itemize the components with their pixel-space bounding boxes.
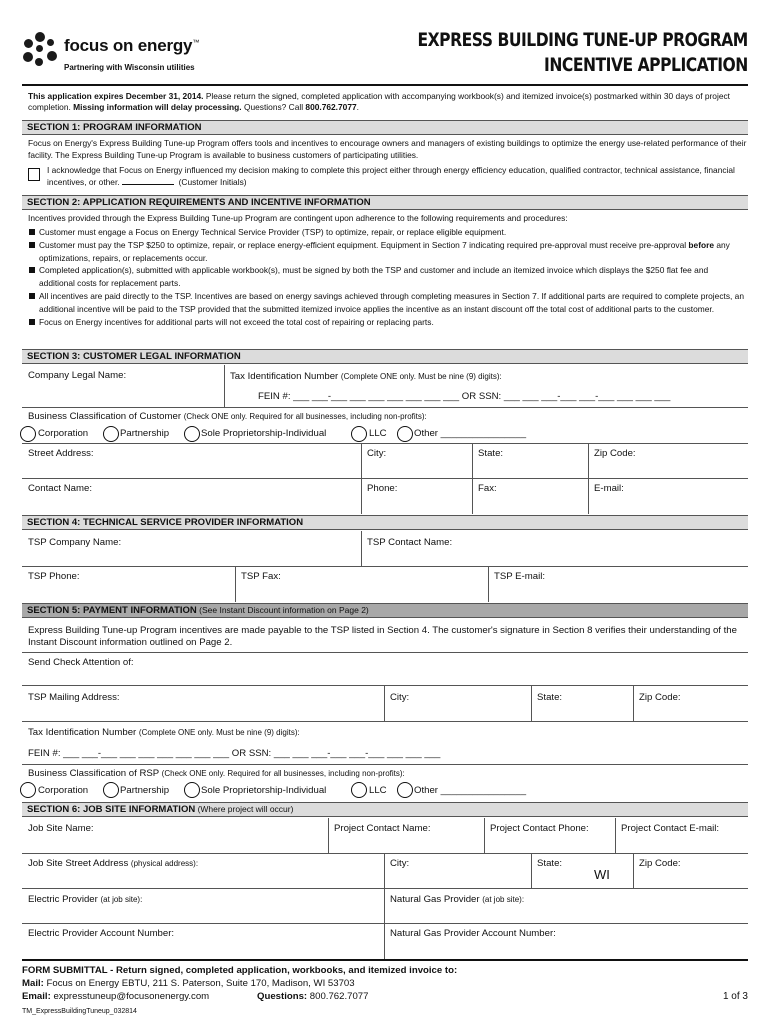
fax-field[interactable]: Fax: [478, 483, 497, 494]
divider [22, 959, 748, 961]
tsp-phone-field[interactable]: TSP Phone: [28, 571, 80, 582]
job-site-street-field[interactable]: Job Site Street Address (physical address): [28, 858, 199, 869]
project-contact-phone-field[interactable]: Project Contact Phone: [490, 823, 589, 834]
tax-id-label: Tax Identification Number (Complete ONE only. Must be nine (9) digits): [230, 371, 502, 382]
section-6-header: SECTION 6: JOB SITE INFORMATION (Where project will occur) [22, 802, 748, 817]
tsp-mailing-address-field[interactable]: TSP Mailing Address: [28, 692, 120, 703]
section-4-header: SECTION 4: TECHNICAL SERVICE PROVIDER INFORMATION [22, 515, 748, 530]
corporation-radio[interactable] [20, 426, 36, 442]
job-site-city-field[interactable]: City: [390, 858, 410, 869]
header-divider [22, 84, 748, 86]
sole-proprietorship-label: Sole Proprietorship-Individual [201, 428, 327, 439]
send-check-attention-field[interactable]: Send Check Attention of: [28, 657, 134, 668]
project-contact-email-field[interactable]: Project Contact E-mail: [621, 823, 720, 834]
payment-fein-ssn-field[interactable]: FEIN #: ___ ___-___ ___ ___ ___ ___ ___ ___ OR SSN: ___ ___ ___-___ ___-___ ___ ___ ___ [28, 748, 441, 759]
questions-line: Questions: 800.762.7077 [257, 991, 369, 1002]
divider [22, 652, 748, 653]
page-number: 1 of 3 [722, 991, 748, 1002]
divider [484, 818, 485, 854]
rsp-partnership-radio[interactable] [103, 782, 119, 798]
divider [361, 531, 362, 567]
divider [22, 443, 748, 444]
divider [235, 566, 236, 602]
divider [328, 818, 329, 854]
section-5-paragraph: Express Building Tune-up Program incentives are made payable to the TSP listed in Section 4. The customer's signature in Section 8 verifies their understanding of the Instant Discount information outlined on Page 2. [28, 625, 737, 648]
business-classification-label: Business Classification of Customer (Check ONE only. Required for all businesses, including non-profits): [28, 411, 427, 422]
gas-provider-field[interactable]: Natural Gas Provider (at job site): [390, 894, 525, 905]
title-line-2: INCENTIVE APPLICATION [544, 54, 748, 76]
tsp-company-name-field[interactable]: TSP Company Name: [28, 537, 122, 548]
sole-proprietorship-radio[interactable] [184, 426, 200, 442]
rsp-other-label[interactable]: Other ________________ [414, 785, 527, 796]
divider [224, 365, 225, 408]
partnership-radio[interactable] [103, 426, 119, 442]
section-2-intro: Incentives provided through the Express Building Tune-up Program are contingent upon adherence to the following requirements and procedures: [28, 213, 568, 223]
page-title [418, 28, 748, 78]
job-site-name-field[interactable]: Job Site Name: [28, 823, 94, 834]
fein-ssn-field[interactable]: FEIN #: ___ ___-___ ___ ___ ___ ___ ___ ___ OR SSN: ___ ___ ___-___ ___-___ ___ ___ ___ [258, 391, 671, 402]
divider [384, 888, 385, 960]
section-2-header: SECTION 2: APPLICATION REQUIREMENTS AND INCENTIVE INFORMATION [22, 195, 748, 210]
acknowledge-checkbox[interactable] [28, 168, 40, 181]
corporation-label: Corporation [38, 428, 89, 439]
logo-tagline: Partnering with Wisconsin utilities [64, 63, 195, 72]
list-item: Completed application(s), submitted with applicable workbook(s), must be signed by both the TSP and customer and include an itemized invoice which displays the $250 flat fee and additional costs for replacement parts. [28, 264, 746, 290]
other-radio[interactable] [397, 426, 413, 442]
divider [22, 407, 748, 408]
divider [384, 853, 385, 889]
logo-name: focus on energy™ [64, 36, 200, 55]
tsp-fax-field[interactable]: TSP Fax: [241, 571, 281, 582]
phone-field[interactable]: Phone: [367, 483, 398, 494]
project-contact-name-field[interactable]: Project Contact Name: [334, 823, 431, 834]
divider [22, 923, 748, 924]
list-item: All incentives are paid directly to the TSP. Incentives are based on energy savings achieved through completing measures in Section 7. If additional parts are required to complete projects, an additional incentive will be paid to the TSP provided that the submitted itemized invoice applies the incentive as an instant discount off the total cost of additional parts to the customer. [28, 290, 746, 316]
list-item: Focus on Energy incentives for additional parts will not exceed the total cost of repairing or replacing parts. [28, 316, 746, 329]
document-code: TM_ExpressBuildingTuneup_032814 [22, 1008, 137, 1015]
section-1-paragraph: Focus on Energy's Express Building Tune-up Program offers tools and incentives to encourage owners and managers of existing buildings to optimize the energy use-related performance of their facility. The Express Building Tune-up Program is available to business customers of participating utilities. [28, 138, 747, 160]
requirements-list [28, 226, 746, 328]
form-submittal-line: FORM SUBMITTAL - Return signed, completed application, workbooks, and itemized invoice to: [22, 965, 458, 976]
contact-name-field[interactable]: Contact Name: [28, 483, 92, 494]
divider [615, 818, 616, 854]
divider [22, 566, 748, 567]
rsp-corporation-label: Corporation [38, 785, 89, 796]
divider [22, 888, 748, 889]
zip-code-field[interactable]: Zip Code: [594, 448, 636, 459]
divider [531, 685, 532, 721]
initials-blank[interactable] [122, 177, 174, 185]
focus-on-energy-logo [22, 26, 242, 76]
payment-tax-id-label: Tax Identification Number (Complete ONE only. Must be nine (9) digits): [28, 727, 300, 738]
divider [22, 721, 748, 722]
city-field[interactable]: City: [367, 448, 387, 459]
email-line: Email: expresstuneup@focusonenergy.com [22, 991, 210, 1002]
divider [633, 853, 634, 889]
llc-label: LLC [369, 428, 387, 439]
other-label[interactable]: Other ________________ [414, 428, 527, 439]
electric-account-field[interactable]: Electric Provider Account Number: [28, 928, 175, 939]
payment-city-field[interactable]: City: [390, 692, 410, 703]
acknowledge-text: I acknowledge that Focus on Energy influenced my decision making to complete this project either through energy efficiency education, qualified contractor, technical assistance, financial incentives, or other. (Customer Initials) [47, 165, 735, 187]
divider [488, 566, 489, 602]
payment-zip-field[interactable]: Zip Code: [639, 692, 681, 703]
divider [22, 764, 748, 765]
section-3-header: SECTION 3: CUSTOMER LEGAL INFORMATION [22, 349, 748, 364]
company-legal-name-field[interactable]: Company Legal Name: [28, 370, 127, 381]
tsp-contact-name-field[interactable]: TSP Contact Name: [367, 537, 453, 548]
divider [531, 853, 532, 889]
job-site-state-value: WI [594, 867, 610, 882]
rsp-partnership-label: Partnership [120, 785, 170, 796]
gas-account-field[interactable]: Natural Gas Provider Account Number: [390, 928, 556, 939]
rsp-llc-label: LLC [369, 785, 387, 796]
rsp-sole-proprietorship-label: Sole Proprietorship-Individual [201, 785, 327, 796]
section-1-header: SECTION 1: PROGRAM INFORMATION [22, 120, 748, 135]
payment-state-field[interactable]: State: [537, 692, 563, 703]
state-field[interactable]: State: [478, 448, 504, 459]
email-field[interactable]: E-mail: [594, 483, 624, 494]
electric-provider-field[interactable]: Electric Provider (at job site): [28, 894, 143, 905]
list-item: Customer must engage a Focus on Energy Technical Service Provider (TSP) to optimize, repair, or replace eligible equipment. [28, 226, 746, 239]
job-site-state-field[interactable]: State: [537, 858, 563, 869]
mail-line: Mail: Focus on Energy EBTU, 211 S. Paterson, Suite 170, Madison, WI 53703 [22, 978, 355, 989]
divider [633, 685, 634, 721]
job-site-zip-field[interactable]: Zip Code: [639, 858, 681, 869]
tsp-email-field[interactable]: TSP E-mail: [494, 571, 545, 582]
logo-dots-icon [22, 30, 62, 70]
divider [22, 478, 748, 479]
intro-paragraph: This application expires December 31, 2014. Please return the signed, completed application with accompanying workbook(s) and itemized invoice(s) postmarked within 30 days of project completion. Missing information will delay processing. Questions? Call 800.762.7077. [28, 91, 730, 112]
list-item: Customer must pay the TSP $250 to optimize, repair, or replace energy-efficient equipment. Equipment in Section 7 indicating required pre-approval must receive pre-approval before any optimizations, repairs, or replacements occur. [28, 239, 746, 265]
title-line-1: EXPRESS BUILDING TUNE-UP PROGRAM [417, 29, 748, 51]
email-link[interactable]: expresstuneup@focusonenergy.com [50, 991, 210, 1002]
divider [384, 685, 385, 721]
rsp-corporation-radio[interactable] [20, 782, 36, 798]
section-5-header: SECTION 5: PAYMENT INFORMATION (See Instant Discount information on Page 2) [22, 603, 748, 618]
llc-radio[interactable] [351, 426, 367, 442]
rsp-llc-radio[interactable] [351, 782, 367, 798]
divider [22, 685, 748, 686]
rsp-other-radio[interactable] [397, 782, 413, 798]
rsp-sole-proprietorship-radio[interactable] [184, 782, 200, 798]
divider [22, 853, 748, 854]
street-address-field[interactable]: Street Address: [28, 448, 94, 459]
partnership-label: Partnership [120, 428, 170, 439]
rsp-classification-label: Business Classification of RSP (Check ONE only. Required for all businesses, including non-profits): [28, 768, 405, 779]
